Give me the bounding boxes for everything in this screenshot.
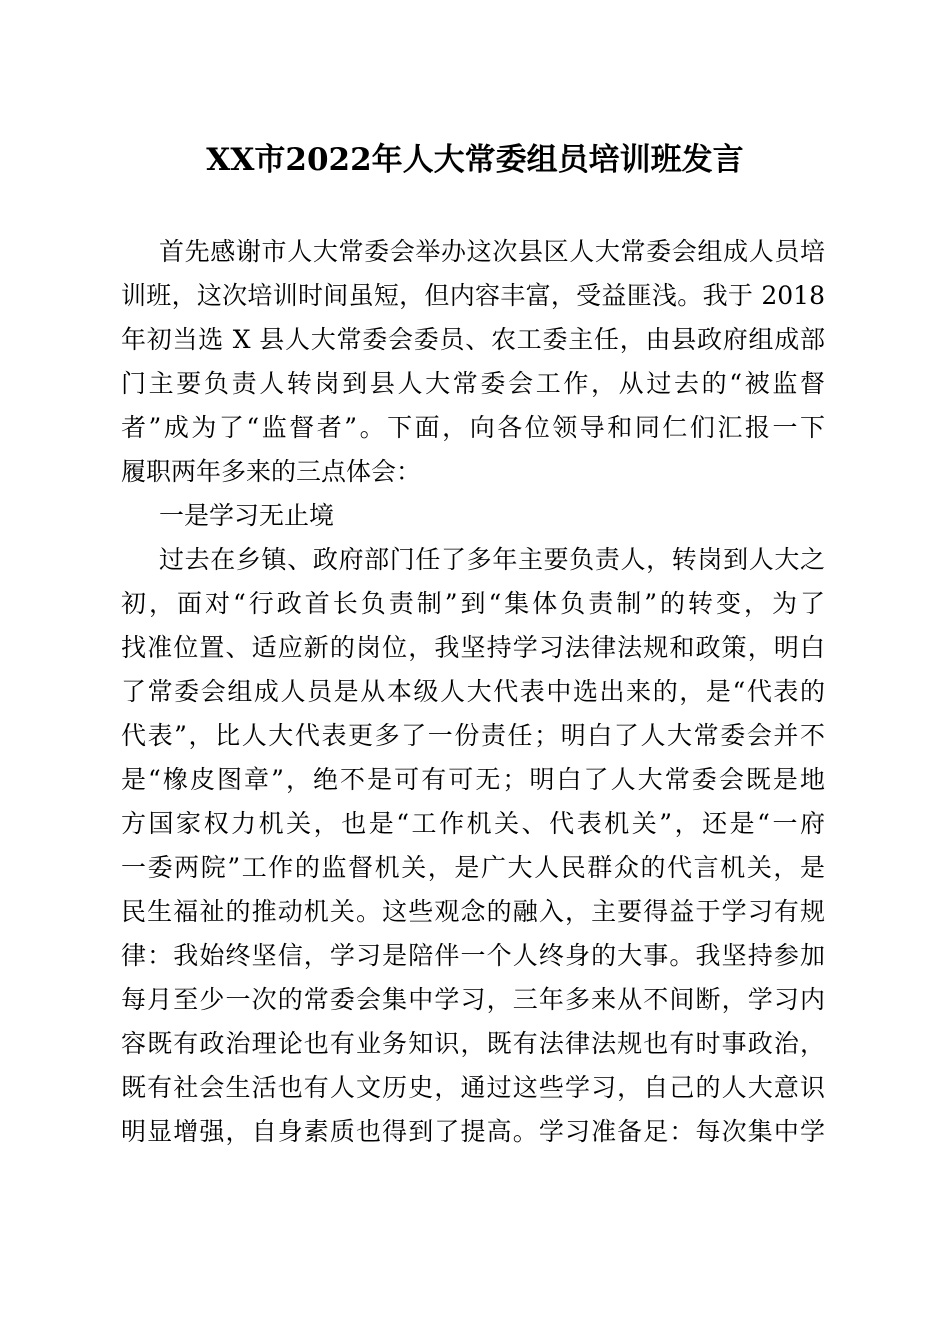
paragraph-line: 是“橡皮图章”，绝不是可有可无；明白了人大常委会既是地 (121, 765, 825, 794)
paragraph-line: 首先感谢市人大常委会举办这次县区人大常委会组成人员培 (159, 237, 825, 266)
paragraph-line: 履职两年多来的三点体会： (121, 457, 422, 486)
paragraph-line: 门主要负责人转岗到县人大常委会工作，从过去的“被监督 (121, 369, 825, 398)
paragraph-line: 律：我始终坚信，学习是陪伴一个人终身的大事。我坚持参加 (121, 941, 825, 970)
paragraph-line: 找准位置、适应新的岗位，我坚持学习法律法规和政策，明白 (121, 633, 825, 662)
paragraph-line: 明显增强，自身素质也得到了提高。学习准备足：每次集中学 (121, 1117, 825, 1146)
paragraph-line: 容既有政治理论也有业务知识，既有法律法规也有时事政治， (121, 1029, 825, 1058)
paragraph-line: 了常委会组成人员是从本级人大代表中选出来的，是“代表的 (121, 677, 825, 706)
document-body (121, 230, 825, 1154)
paragraph-line: 方国家权力机关，也是“工作机关、代表机关”，还是“一府 (121, 809, 825, 838)
section-heading-text: 一是学习无止境 (159, 501, 335, 530)
paragraph-line: 训班，这次培训时间虽短，但内容丰富，受益匪浅。我于 2018 (121, 281, 825, 310)
paragraph-line: 年初当选 X 县人大常委会委员、农工委主任，由县政府组成部 (121, 325, 825, 354)
paragraph-intro (121, 230, 825, 494)
paragraph-line: 既有社会生活也有人文历史，通过这些学习，自己的人大意识 (121, 1073, 825, 1102)
paragraph-line: 民生福祉的推动机关。这些观念的融入，主要得益于学习有规 (121, 897, 825, 926)
section-heading (121, 494, 825, 538)
document-title: XX市2022年人大常委组员培训班发言 (206, 142, 744, 178)
paragraph-line: 初，面对“行政首长负责制”到“集体负责制”的转变，为了 (121, 589, 825, 618)
paragraph-line: 过去在乡镇、政府部门任了多年主要负责人，转岗到人大之 (159, 545, 825, 574)
paragraph-line: 一委两院”工作的监督机关，是广大人民群众的代言机关，是 (121, 853, 825, 882)
paragraph-line: 代表”，比人大代表更多了一份责任；明白了人大常委会并不 (121, 721, 825, 750)
paragraph-line: 每月至少一次的常委会集中学习，三年多来从不间断，学习内 (121, 985, 825, 1014)
paragraph-learning (121, 538, 825, 1154)
paragraph-line: 者”成为了“监督者”。下面，向各位领导和同仁们汇报一下 (121, 413, 825, 442)
